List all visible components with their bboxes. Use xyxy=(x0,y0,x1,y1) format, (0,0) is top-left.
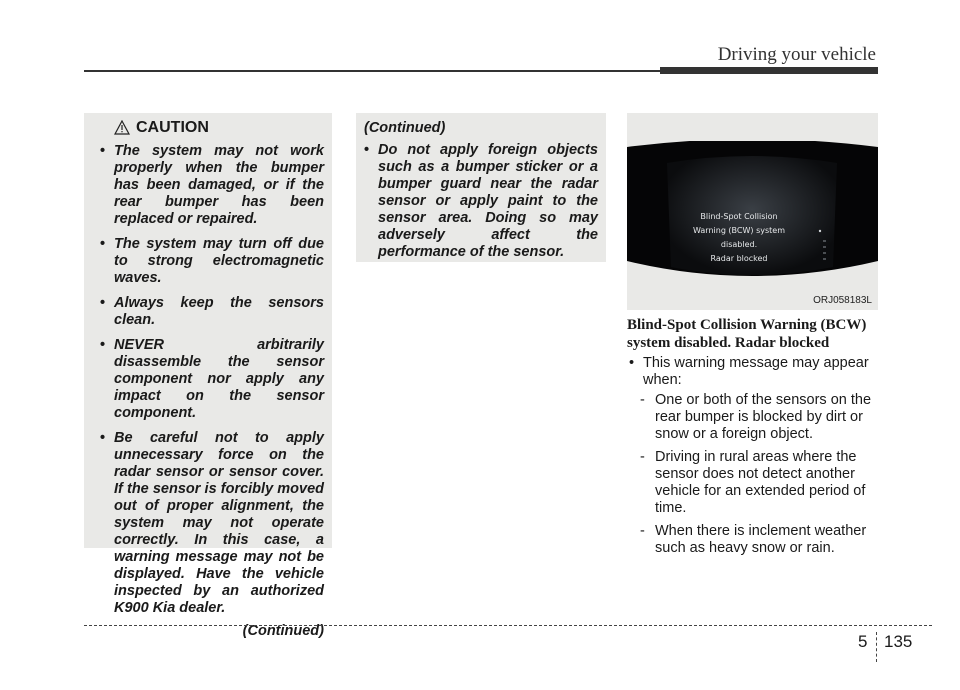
cluster-figure xyxy=(627,113,878,310)
body-bullet: • This warning message may appear when: xyxy=(629,355,869,388)
screen-line-4: Radar blocked xyxy=(710,254,768,263)
continued-item: • Do not apply foreign objects such as a bumper sticker or a bumper guard near the radar sensor or apply paint to the sensor area. Doing so may adversely affect the performance of the sensor. xyxy=(364,142,598,260)
sub-item: - One or both of the sensors on the rear bumper is blocked by dirt or snow or a foreign object. xyxy=(640,392,872,442)
footer-rule xyxy=(84,625,932,626)
screen-line-1: Blind-Spot Collision xyxy=(700,212,778,221)
caution-list xyxy=(100,143,324,617)
figure-code: ORJ058183L xyxy=(813,295,872,306)
continued-label: (Continued) xyxy=(364,120,446,136)
screen-line-2: Warning (BCW) system xyxy=(693,226,785,235)
caution-label: CAUTION xyxy=(136,119,209,136)
caution-heading xyxy=(100,119,324,136)
body-column xyxy=(627,316,878,563)
page-number: 135 xyxy=(884,632,913,651)
chapter-number: 5 xyxy=(858,632,868,651)
caution-item: • Always keep the sensors clean. xyxy=(100,295,324,328)
page-divider xyxy=(876,632,877,662)
header-rule-thick xyxy=(660,67,878,74)
header-rule xyxy=(84,70,660,72)
cluster-display-image xyxy=(627,141,878,290)
caution-item: • Be careful not to apply unnecessary force on the radar sensor or sensor cover. If the sensor is forcibly moved out of proper alignment, the system may not operate correctly. In this case, a warning message may not be displayed. Have the vehicle inspected by an authorized K900 Kia dealer. xyxy=(100,430,324,616)
sub-item: - When there is inclement weather such as heavy snow or rain. xyxy=(640,523,867,556)
caution-item: • The system may not work properly when the bumper has been damaged, or if the rear bumper has been replaced or repaired. xyxy=(100,143,324,227)
caution-box xyxy=(84,113,332,639)
caution-continued: (Continued) xyxy=(242,623,324,639)
sub-item: - Driving in rural areas where the sensor does not detect another vehicle for an extended period of time. xyxy=(640,449,866,516)
caution-item: • The system may turn off due to strong electromagnetic waves. xyxy=(100,236,324,286)
page-header-title: Driving your vehicle xyxy=(717,44,876,65)
continued-caution-box xyxy=(356,113,606,262)
caution-item: • NEVER arbitrarily disassemble the sensor component nor apply any impact on the sensor component. xyxy=(100,337,324,421)
continued-list xyxy=(364,142,598,261)
section-title: Blind-Spot Collision Warning (BCW) system disabled. Radar blocked xyxy=(627,317,867,351)
warning-triangle-icon xyxy=(114,120,130,135)
screen-line-3: disabled. xyxy=(720,240,758,249)
